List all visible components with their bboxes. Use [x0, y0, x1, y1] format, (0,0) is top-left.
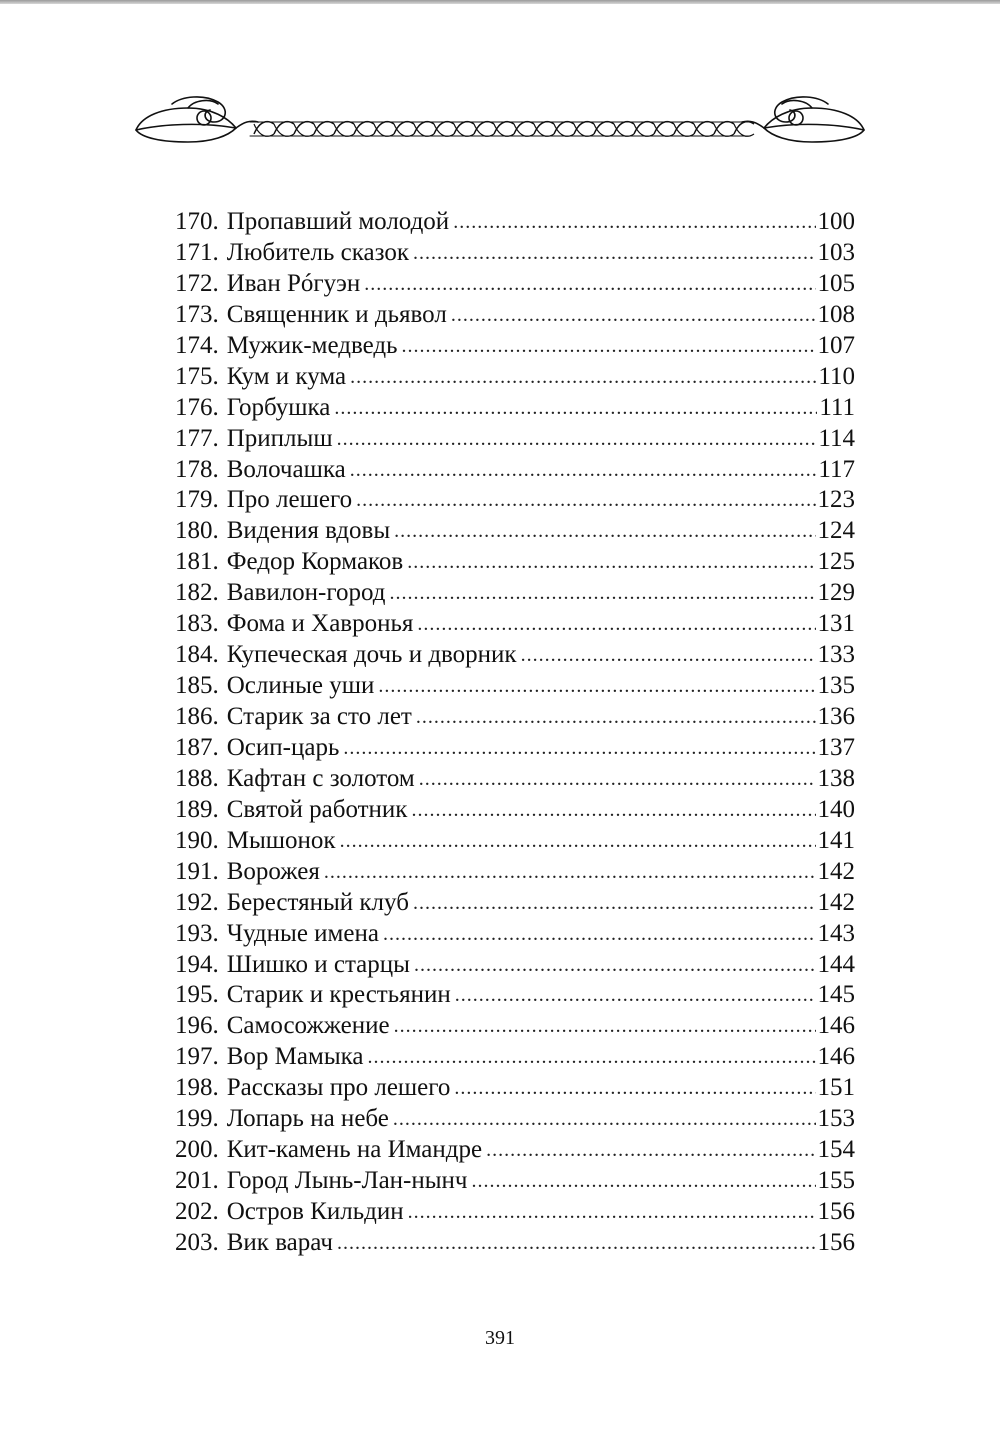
entry-number: 186.	[175, 703, 219, 730]
toc-entry	[175, 671, 855, 702]
entry-number: 181.	[175, 548, 219, 576]
dot-leader	[350, 362, 816, 393]
entry-title: Ослиные уши	[226, 672, 375, 700]
toc-entry	[175, 888, 855, 919]
entry-number: 193.	[175, 919, 219, 947]
toc-entry	[175, 1166, 855, 1197]
entry-page-number: 129	[817, 579, 855, 607]
page-number: 391	[485, 1327, 515, 1349]
entry-page-number: 154	[817, 1136, 855, 1164]
dot-leader	[402, 331, 816, 362]
entry-title: Кафтан с золотом	[226, 764, 415, 792]
toc-entry	[175, 269, 855, 300]
entry-page-number: 145	[817, 981, 855, 1009]
toc-entry	[175, 424, 855, 455]
dot-leader	[416, 702, 816, 733]
toc-entry	[175, 1197, 855, 1228]
entry-page-number: 143	[817, 919, 855, 947]
entry-title: Самосожжение	[226, 1012, 390, 1040]
dot-leader	[451, 300, 816, 331]
dot-leader	[417, 609, 815, 640]
dot-leader	[408, 1197, 816, 1228]
entry-title: Пропавший молодой	[226, 208, 450, 235]
dot-leader	[407, 547, 815, 578]
dot-leader	[413, 238, 816, 269]
toc-entry	[175, 764, 855, 795]
entry-title: Купеческая дочь и дворник	[226, 641, 517, 669]
entry-page-number: 125	[817, 548, 855, 576]
entry-title: Святой работник	[226, 795, 408, 823]
entry-title: Любитель сказок	[226, 238, 409, 266]
entry-number: 185.	[175, 672, 219, 700]
entry-page-number: 111	[819, 393, 855, 421]
entry-title: Город Лынь-Лан-нынч	[226, 1167, 468, 1195]
entry-title: Чудные имена	[226, 919, 379, 947]
toc-entry	[175, 300, 855, 331]
entry-title: Остров Кильдин	[226, 1198, 404, 1225]
toc-entry	[175, 485, 855, 516]
entry-page-number: 135	[817, 672, 855, 700]
entry-title: Про лешего	[226, 486, 353, 514]
entry-page-number: 151	[817, 1074, 855, 1102]
entry-title: Старик за сто лет	[226, 703, 412, 730]
entry-number: 171.	[175, 238, 219, 266]
entry-number: 190.	[175, 826, 219, 854]
entry-number: 177.	[175, 424, 219, 452]
entry-page-number: 117	[818, 455, 855, 483]
entry-page-number: 124	[817, 517, 855, 545]
entry-number: 182.	[175, 579, 219, 607]
entry-title: Вавилон-город	[226, 579, 386, 607]
entry-title: Федор Кормаков	[226, 548, 404, 576]
entry-title: Видения вдовы	[226, 517, 391, 545]
dot-leader	[413, 888, 816, 919]
toc-entry	[175, 362, 855, 393]
toc-entry	[175, 950, 855, 981]
entry-number: 183.	[175, 610, 219, 638]
entry-number: 180.	[175, 517, 219, 545]
toc-entry	[175, 455, 855, 486]
entry-number: 176.	[175, 393, 219, 421]
dot-leader	[414, 950, 816, 981]
toc-entry	[175, 980, 855, 1011]
toc-entry	[175, 640, 855, 671]
entry-page-number: 137	[817, 733, 855, 761]
toc-entry	[175, 516, 855, 547]
entry-page-number: 103	[817, 238, 855, 266]
toc-entry	[175, 795, 855, 826]
dot-leader	[324, 857, 816, 888]
entry-page-number: 146	[817, 1012, 855, 1040]
dot-leader	[337, 424, 817, 455]
entry-page-number: 146	[817, 1043, 855, 1071]
entry-title: Ворожея	[226, 857, 320, 885]
toc-entry	[175, 702, 855, 733]
entry-number: 202.	[175, 1198, 219, 1225]
entry-number: 178.	[175, 455, 219, 483]
entry-number: 174.	[175, 331, 219, 359]
entry-number: 198.	[175, 1074, 219, 1102]
entry-title: Вор Мамыка	[226, 1043, 364, 1071]
entry-page-number: 142	[817, 888, 855, 916]
toc-entry	[175, 207, 855, 238]
toc-entry	[175, 578, 855, 609]
entry-number: 191.	[175, 857, 219, 885]
entry-title: Рассказы про лешего	[226, 1074, 451, 1102]
entry-title: Фома и Хавронья	[226, 610, 414, 638]
entry-title: Волочашка	[226, 455, 346, 483]
dot-leader	[393, 1104, 816, 1135]
entry-number: 184.	[175, 641, 219, 669]
entry-page-number: 107	[817, 331, 855, 359]
entry-number: 175.	[175, 362, 219, 390]
entry-title: Священник и дьявол	[226, 300, 447, 328]
entry-page-number: 136	[817, 703, 855, 730]
toc-entry	[175, 1135, 855, 1166]
dot-leader	[334, 393, 817, 424]
entry-title: Горбушка	[226, 393, 331, 421]
entry-title: Лопарь на небе	[226, 1105, 389, 1133]
celtic-knot-border-icon	[132, 92, 868, 152]
toc-entry	[175, 331, 855, 362]
dot-leader	[343, 733, 815, 764]
entry-number: 203.	[175, 1228, 219, 1256]
entry-title: Иван Рóгуэн	[226, 269, 361, 297]
entry-page-number: 110	[818, 362, 855, 390]
entry-number: 189.	[175, 795, 219, 823]
entry-page-number: 140	[817, 795, 855, 823]
entry-title: Берестяный клуб	[226, 888, 409, 916]
entry-number: 197.	[175, 1043, 219, 1071]
dot-leader	[411, 795, 815, 826]
entry-page-number: 114	[818, 424, 855, 452]
entry-page-number: 131	[817, 610, 855, 638]
page-top-edge	[0, 0, 1000, 4]
entry-number: 170.	[175, 208, 219, 235]
entry-page-number: 133	[817, 641, 855, 669]
entry-number: 194.	[175, 950, 219, 978]
dot-leader	[340, 826, 816, 857]
toc-entry	[175, 826, 855, 857]
entry-page-number: 156	[817, 1228, 855, 1256]
entry-page-number: 123	[817, 486, 855, 514]
entry-page-number: 142	[817, 857, 855, 885]
toc-entry	[175, 1042, 855, 1073]
entry-number: 179.	[175, 486, 219, 514]
entry-number: 187.	[175, 733, 219, 761]
entry-number: 199.	[175, 1105, 219, 1133]
dot-leader	[367, 1042, 815, 1073]
dot-leader	[350, 455, 817, 486]
toc-entry	[175, 919, 855, 950]
entry-number: 173.	[175, 300, 219, 328]
toc-entry	[175, 609, 855, 640]
dot-leader	[337, 1228, 816, 1259]
entry-title: Приплыш	[226, 424, 333, 452]
entry-number: 196.	[175, 1012, 219, 1040]
entry-page-number: 105	[817, 269, 855, 297]
entry-page-number: 156	[817, 1198, 855, 1225]
entry-page-number: 141	[817, 826, 855, 854]
entry-page-number: 108	[817, 300, 855, 328]
entry-title: Осип-царь	[226, 733, 340, 761]
toc-entry	[175, 733, 855, 764]
toc-entry	[175, 393, 855, 424]
entry-number: 172.	[175, 269, 219, 297]
entry-page-number: 153	[817, 1105, 855, 1133]
entry-number: 201.	[175, 1167, 219, 1195]
entry-page-number: 138	[817, 764, 855, 792]
dot-leader	[364, 269, 815, 300]
table-of-contents	[175, 207, 855, 1259]
entry-title: Мышонок	[226, 826, 336, 854]
entry-number: 192.	[175, 888, 219, 916]
entry-page-number: 155	[817, 1167, 855, 1195]
dot-leader	[454, 1073, 815, 1104]
dot-leader	[453, 207, 815, 238]
dot-leader	[378, 671, 815, 702]
entry-title: Шишко и старцы	[226, 950, 410, 978]
entry-page-number: 144	[817, 950, 855, 978]
entry-number: 200.	[175, 1136, 219, 1164]
entry-title: Кит-камень на Имандре	[226, 1136, 483, 1164]
dot-leader	[486, 1135, 815, 1166]
entry-page-number: 100	[817, 208, 855, 235]
entry-number: 188.	[175, 764, 219, 792]
entry-title: Кум и кума	[226, 362, 347, 390]
dot-leader	[521, 640, 816, 671]
toc-entry	[175, 1228, 855, 1259]
toc-entry	[175, 857, 855, 888]
dot-leader	[472, 1166, 816, 1197]
dot-leader	[394, 516, 815, 547]
entry-title: Мужик-медведь	[226, 331, 398, 359]
entry-number: 195.	[175, 981, 219, 1009]
dot-leader	[383, 919, 816, 950]
dot-leader	[455, 980, 816, 1011]
dot-leader	[390, 578, 816, 609]
entry-title: Старик и крестьянин	[226, 981, 451, 1009]
toc-entry	[175, 1073, 855, 1104]
toc-entry	[175, 1104, 855, 1135]
dot-leader	[394, 1011, 816, 1042]
entry-title: Вик варач	[226, 1228, 333, 1256]
toc-entry	[175, 1011, 855, 1042]
toc-entry	[175, 547, 855, 578]
dot-leader	[419, 764, 816, 795]
dot-leader	[356, 485, 815, 516]
toc-entry	[175, 238, 855, 269]
